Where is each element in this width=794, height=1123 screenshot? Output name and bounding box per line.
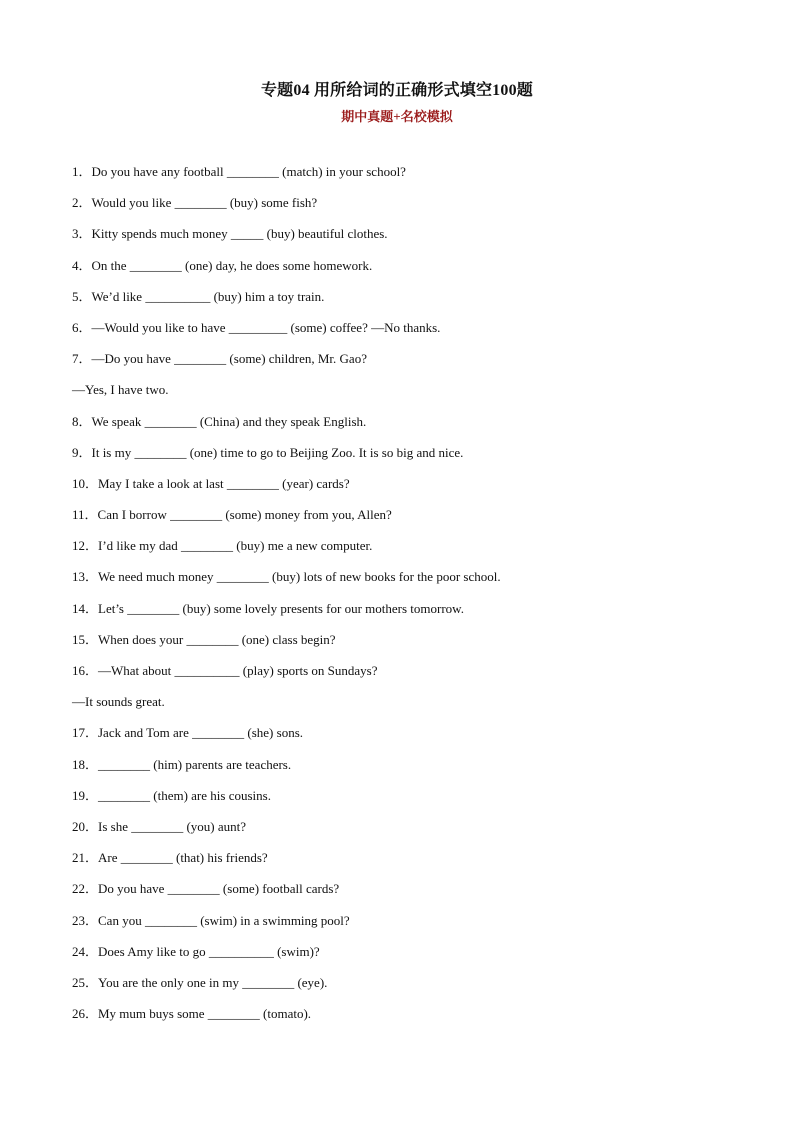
question-23: 23．Can you ________ (swim) in a swimming pool? [72,912,350,928]
question-14: 14．Let’s ________ (buy) some lovely presents for our mothers tomorrow. [72,600,464,616]
question-7: 7．—Do you have ________ (some) children, Mr. Gao? [72,351,367,367]
question-12: 12．I’d like my dad ________ (buy) me a new computer. [72,538,373,554]
question-1: 1．Do you have any football ________ (match) in your school? [72,164,406,179]
question-9: 9．It is my ________ (one) time to go to Beijing Zoo. It is so big and nice. [72,444,464,460]
question-10: 10．May I take a look at last ________ (year) cards? [72,475,350,491]
question-16: 16．—What about __________ (play) sports on Sundays? [72,663,378,678]
question-5: 5．We’d like __________ (buy) him a toy train. [72,288,325,304]
question-15: 15．When does your ________ (one) class begin? [72,631,336,647]
question-4: 4．On the ________ (one) day, he does some homework. [72,257,373,273]
question-20: 20．Is she ________ (you) aunt? [72,818,247,834]
question-19: 19．________ (them) are his cousins. [72,787,271,803]
question-22: 22．Do you have ________ (some) football cards? [72,881,340,897]
question-26: 26．My mum buys some ________ (tomato). [72,1006,312,1022]
page-title: 专题04 用所给词的正确形式填空100题 [260,82,533,99]
question-2: 2．Would you like ________ (buy) some fish? [72,195,318,211]
question-25: 25．You are the only one in my ________ (eye). [72,974,328,990]
question-24: 24．Does Amy like to go __________ (swim)? [72,943,320,959]
question-3: 3．Kitty spends much money _____ (buy) beautiful clothes. [72,226,388,242]
question-21: 21．Are ________ (that) his friends? [72,850,268,866]
question-11: 11．Can I borrow ________ (some) money from you, Allen? [72,507,392,523]
question-6: 6．—Would you like to have _________ (some) coffee? —No thanks. [72,319,441,335]
question-18: 18．________ (him) parents are teachers. [72,756,292,772]
question-16-answer: —It sounds great. [72,694,165,710]
question-8: 8．We speak ________ (China) and they speak English. [72,413,367,429]
page-subtitle: 期中真题+名校模拟 [341,109,453,124]
question-list [72,162,752,1035]
question-17: 17．Jack and Tom are ________ (she) sons. [72,725,304,741]
question-7-answer: —Yes, I have two. [72,382,169,398]
question-13: 13．We need much money ________ (buy) lots of new books for the poor school. [72,569,501,585]
